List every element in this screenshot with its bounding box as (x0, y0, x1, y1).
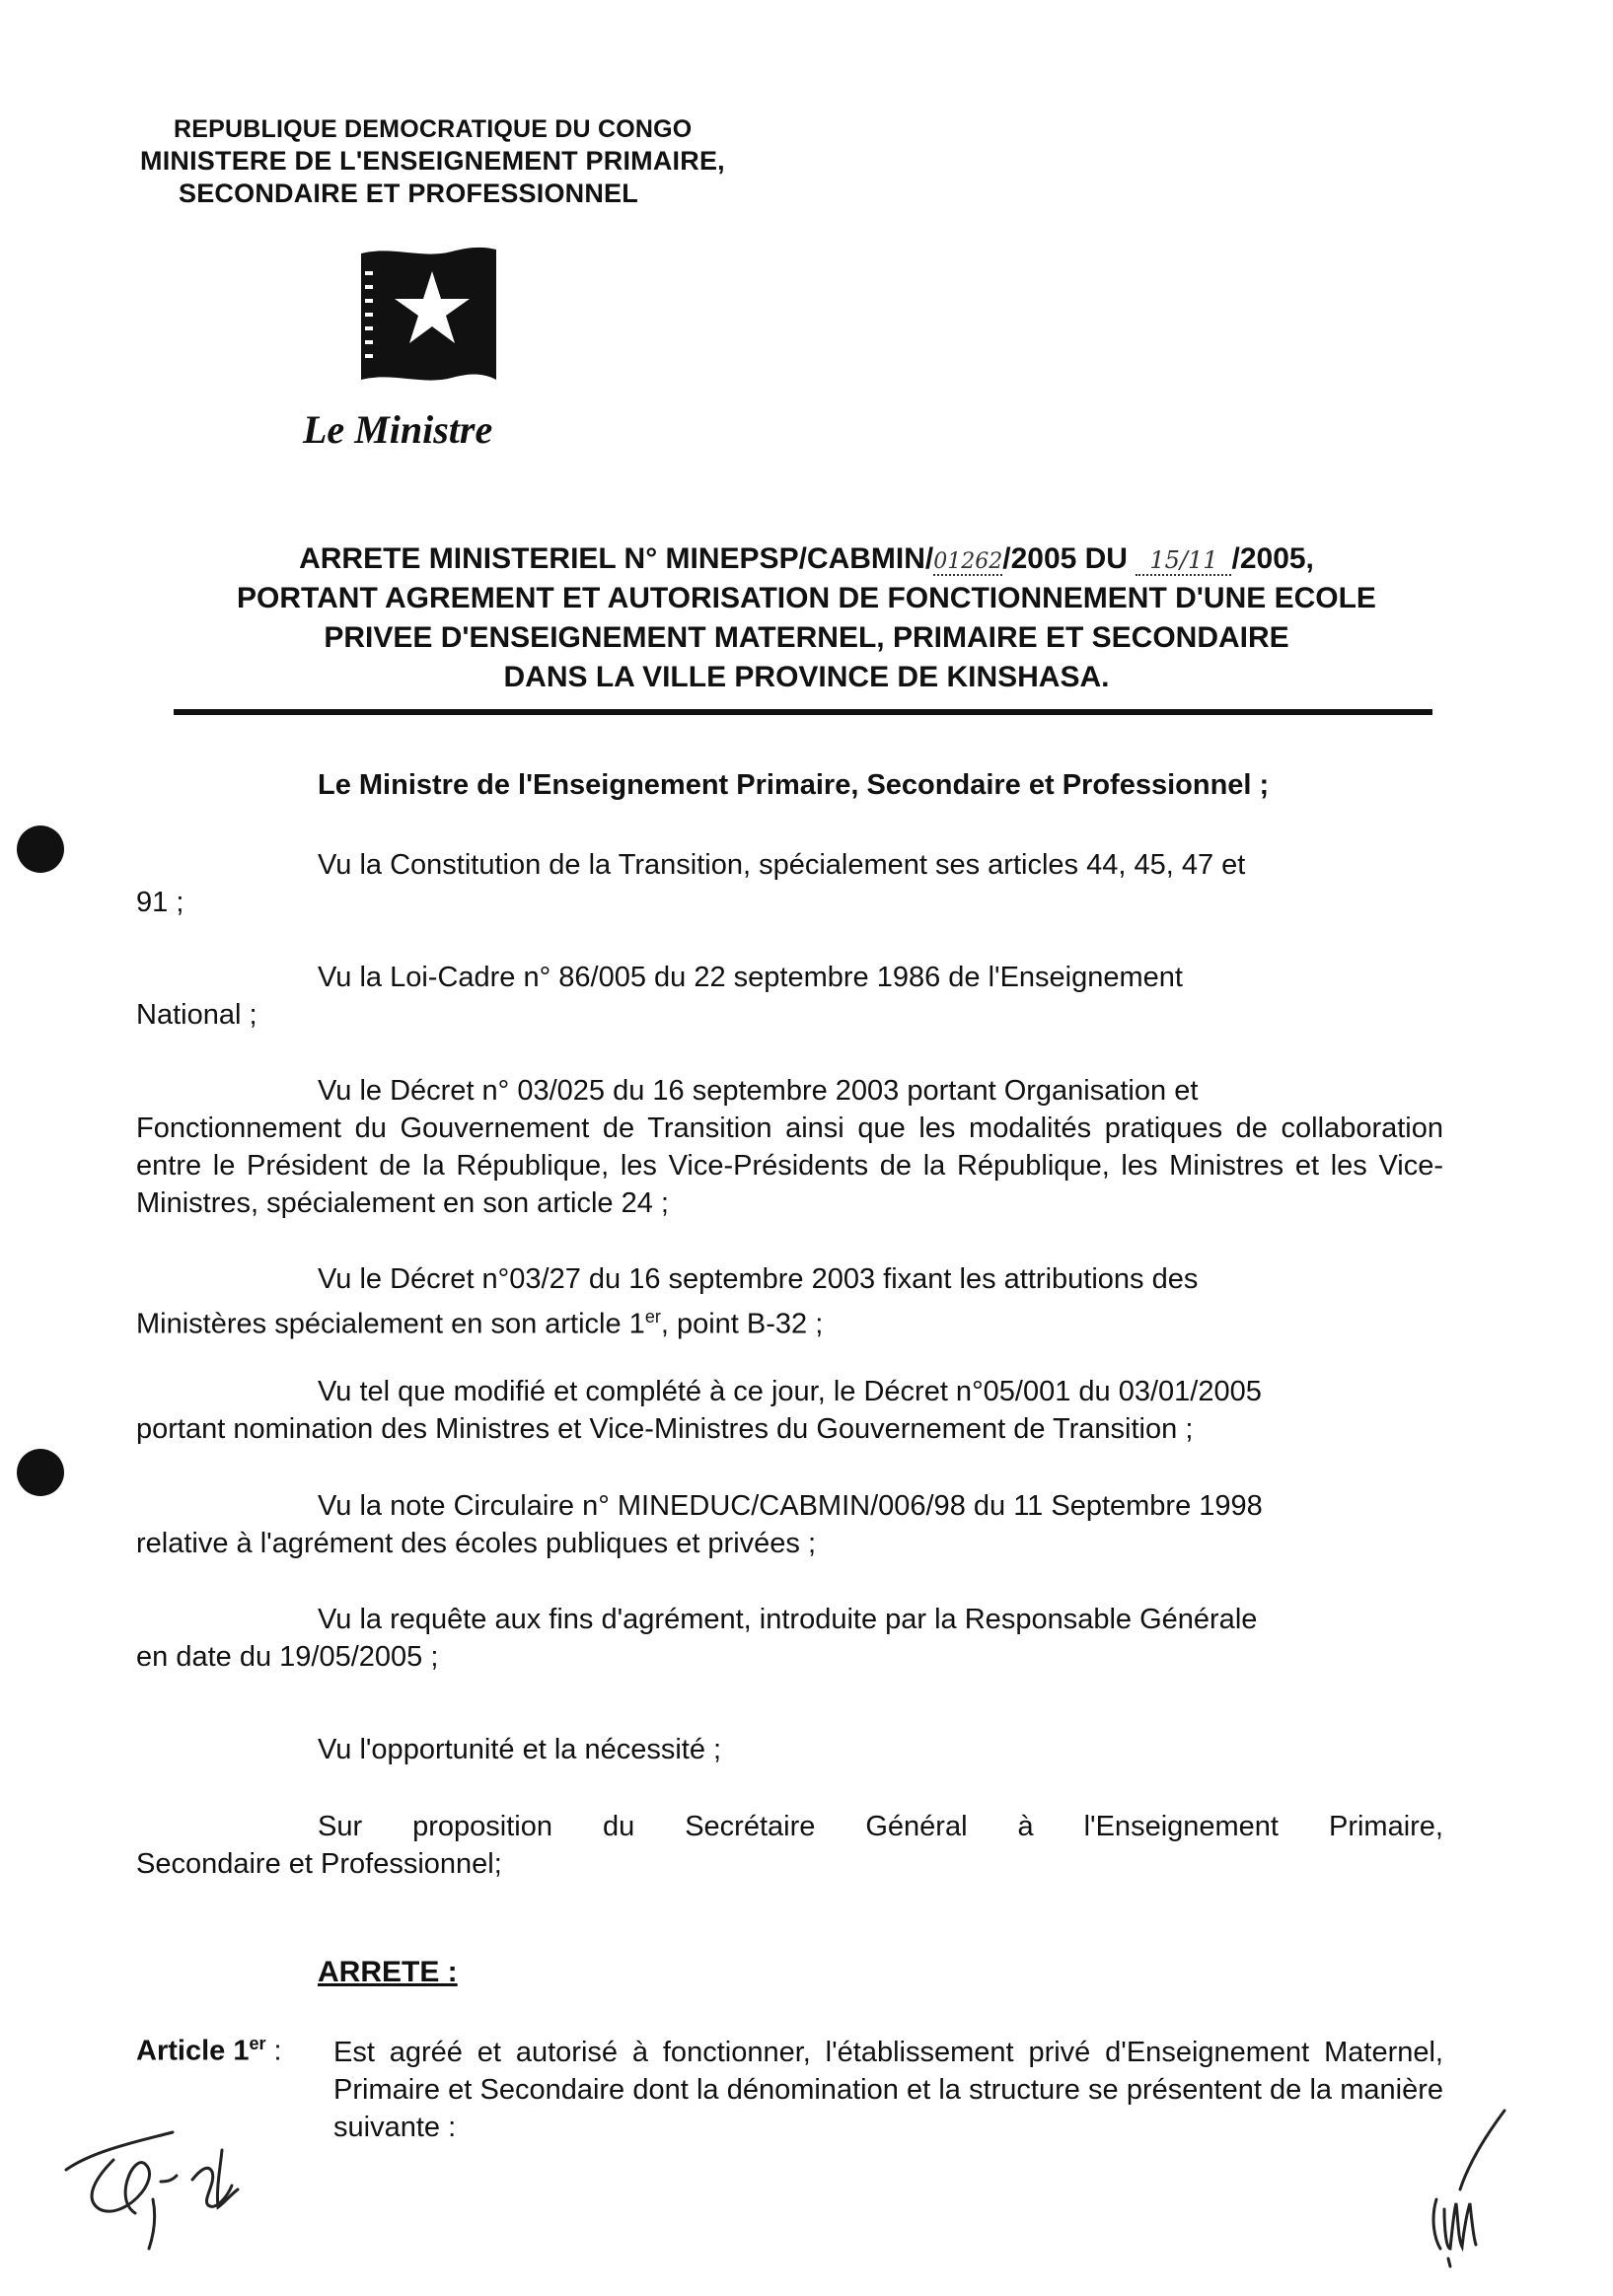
considerant-first-line: Vu le Décret n°03/27 du 16 septembre 2003 fixant les attributions des (318, 1263, 1199, 1295)
considerant-rest: portant nomination des Ministres et Vice-Ministres du Gouvernement de Transition ; (136, 1413, 1194, 1445)
minister-title: Le Ministre (303, 407, 493, 452)
republic-heading: REPUBLIQUE DEMOCRATIQUE DU CONGO (174, 115, 693, 143)
decree-title-prefix: ARRETE MINISTERIEL N° MINEPSP/CABMIN/ (299, 542, 934, 575)
considerant-rest: Secondaire et Professionnel; (136, 1848, 502, 1880)
title-divider (174, 709, 1432, 715)
preamble: Le Ministre de l'Enseignement Primaire, Secondaire et Professionnel ; (318, 769, 1270, 801)
considerant-rest (136, 1298, 1443, 1343)
considerant-first-line: Vu la note Circulaire n° MINEDUC/CABMIN/006/98 du 11 Septembre 1998 (318, 1490, 1263, 1522)
article-superscript: er (249, 2034, 266, 2053)
punch-hole-top (17, 825, 64, 873)
considerant-note-circulaire (136, 1487, 1443, 1562)
decree-title-line1 (0, 538, 1613, 583)
considerant-rest: en date du 19/05/2005 ; (136, 1641, 439, 1673)
considerant-rest-b: , point B-32 ; (660, 1308, 824, 1340)
considerant-first-line: Vu la Loi-Cadre n° 86/005 du 22 septembre 1986 de l'Enseignement (318, 962, 1183, 993)
considerant-first-line: Sur proposition du Secrétaire Général à l'Enseignement Primaire, (318, 1811, 1443, 1842)
initials-mark (1401, 2101, 1519, 2268)
handwritten-decree-date: 15/11 (1136, 546, 1231, 576)
considerant-decret-03-025 (136, 1072, 1443, 1222)
considerant-first-line: Vu la requête aux fins d'agrément, introduite par la Responsable Générale (318, 1604, 1258, 1635)
considerant-rest: 91 ; (136, 887, 184, 918)
article-1-label (136, 2034, 282, 2068)
considerant-proposition (136, 1808, 1443, 1883)
handwritten-decree-number: 01262 (933, 549, 1003, 574)
considerant-constitution (136, 846, 1443, 921)
considerant-rest: National ; (136, 999, 257, 1031)
article-colon: : (265, 2035, 282, 2067)
flag-star-icon (353, 242, 501, 399)
considerant-first-line: Vu la Constitution de la Transition, spécialement ses articles 44, 45, 47 et (318, 849, 1246, 881)
considerant-first-line: Vu tel que modifié et complété à ce jour, le Décret n°05/001 du 03/01/2005 (318, 1376, 1262, 1407)
considerant-decret-05-001 (136, 1373, 1443, 1448)
considerant-rest-a: Ministères spécialement en son article 1 (136, 1308, 645, 1340)
considerant-opportunite (136, 1731, 1443, 1768)
decree-title-line2: PORTANT AGREMENT ET AUTORISATION DE FONCTIONNEMENT D'UNE ECOLE (237, 582, 1376, 614)
arrete-heading: ARRETE : (318, 1956, 458, 1988)
considerant-first-line: Vu l'opportunité et la nécessité ; (318, 1734, 722, 1765)
decree-title-mid: /2005 DU (1002, 542, 1136, 575)
considerant-rest: Fonctionnement du Gouvernement de Transition ainsi que les modalités pratiques de collaboration entre le Président de la République, les Vice-Présidents de la République, les Ministres et les Vice-Ministres, spécialement en son article 24 ; (136, 1112, 1443, 1219)
ministry-heading-line2: SECONDAIRE ET PROFESSIONNEL (179, 179, 638, 208)
considerant-rest: relative à l'agrément des écoles publiques et privées ; (136, 1528, 817, 1559)
punch-hole-bottom (17, 1449, 64, 1496)
decree-title-line3: PRIVEE D'ENSEIGNEMENT MATERNEL, PRIMAIRE ET SECONDAIRE (324, 621, 1289, 654)
considerant-loi-cadre (136, 959, 1443, 1034)
ministry-heading: MINISTERE DE L'ENSEIGNEMENT PRIMAIRE, (140, 146, 725, 176)
superscript-er: er (644, 1307, 661, 1327)
considerant-first-line: Vu le Décret n° 03/025 du 16 septembre 2003 portant Organisation et (318, 1075, 1199, 1107)
considerant-decret-03-27 (136, 1260, 1443, 1343)
considerant-requete (136, 1601, 1443, 1676)
article-label: Article 1 (136, 2035, 250, 2067)
article-1-text: Est agréé et autorisé à fonctionner, l'établissement privé d'Enseignement Maternel, Primaire et Secondaire dont la dénomination et la structure se présentent de la manière suivante : (333, 2037, 1443, 2143)
decree-title-line4: DANS LA VILLE PROVINCE DE KINSHASA. (503, 661, 1110, 693)
minister-signature (54, 2111, 291, 2259)
decree-title-suffix: /2005, (1231, 542, 1314, 575)
